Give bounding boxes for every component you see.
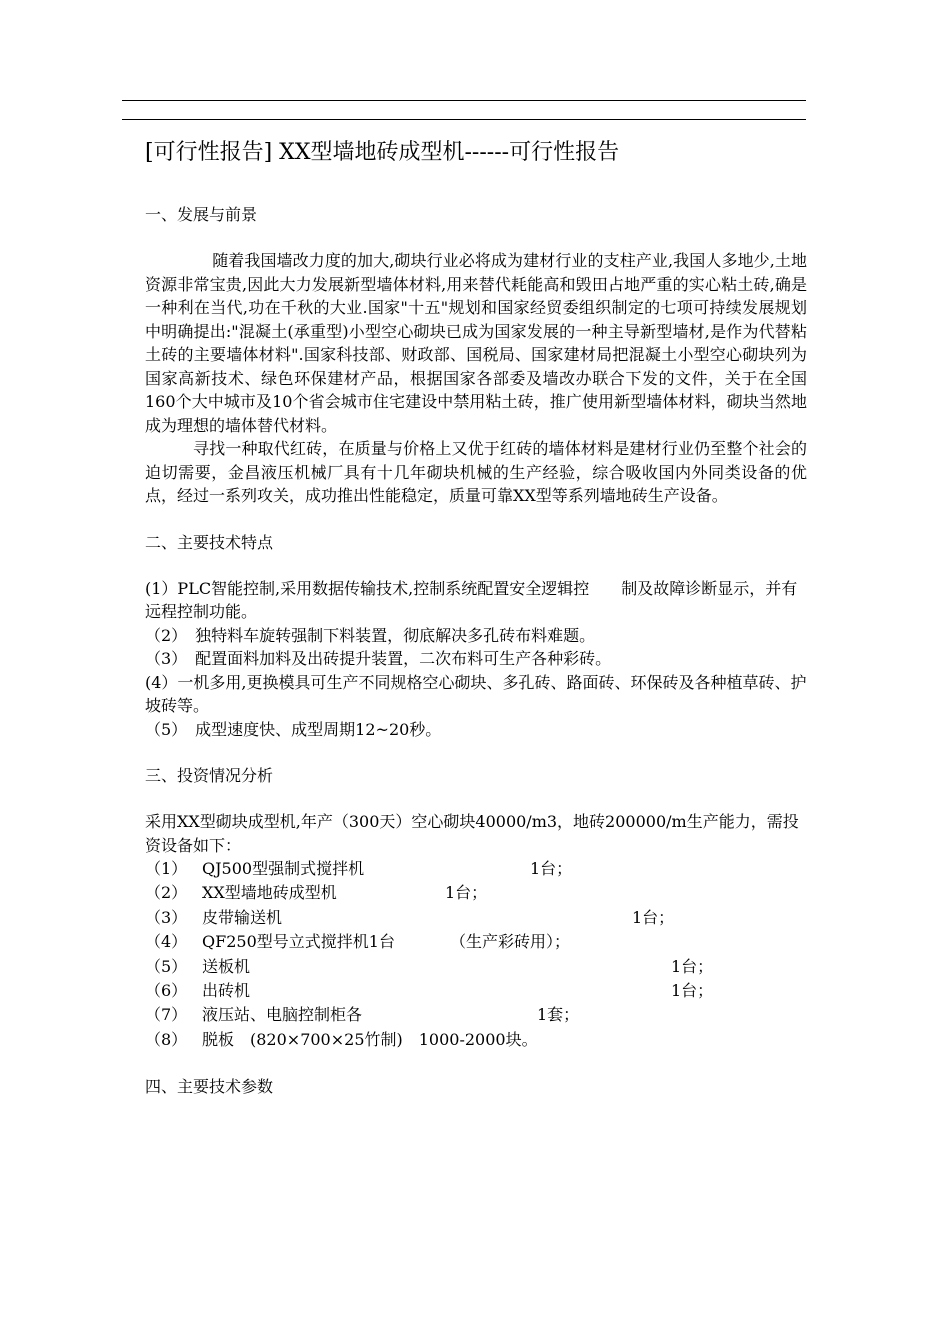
equipment-row: [145, 955, 807, 979]
equipment-name: QF250型号立式搅拌机1台: [202, 932, 395, 952]
equipment-quantity: 1台；: [671, 956, 714, 976]
section-heading-development: 一、发展与前景: [145, 205, 258, 224]
equipment-name: 液压站、电脑控制柜各: [202, 1005, 363, 1025]
feature-list: [145, 577, 807, 742]
equipment-number: （5）: [145, 956, 188, 976]
section-heading-investment: 三、投资情况分析: [145, 766, 274, 785]
list-item: (1）PLC智能控制,采用数据传输技术,控制系统配置安全逻辑控 制及故障诊断显示，并有远程控制功能。: [145, 578, 798, 621]
equipment-row: [145, 979, 807, 1003]
equipment-name: QJ500型强制式搅拌机: [202, 859, 365, 878]
equipment-number: （1）: [145, 859, 188, 878]
paragraph: 寻找一种取代红砖，在质量与价格上又优于红砖的墙体材料是建材行业仍至整个社会的迫切需要，金昌液压机械厂具有十几年砌块机械的生产经验，综合吸收国内外同类设备的优点，经过一系列攻关，成功推出性能稳定，质量可靠XX型等系列墙地砖生产设备。: [145, 439, 807, 505]
investment-intro: 采用XX型砌块成型机,年产（300天）空心砌块40000/m3，地砖200000/m生产能力，需投资设备如下：: [145, 812, 799, 855]
equipment-name: 出砖机: [202, 980, 251, 1000]
equipment-row: [145, 881, 807, 905]
equipment-row: [145, 1003, 807, 1027]
equipment-name: XX型墙地砖成型机: [202, 883, 337, 903]
section-heading-parameters: 四、主要技术参数: [145, 1077, 274, 1097]
header-rule-top: [122, 100, 806, 101]
equipment-number: （3）: [145, 907, 188, 927]
equipment-name: 皮带输送机: [202, 907, 283, 927]
equipment-row: [145, 857, 807, 881]
equipment-quantity: 1台；: [530, 859, 573, 878]
equipment-number: （6）: [145, 980, 188, 1000]
paragraph: 随着我国墙改力度的加大,砌块行业必将成为建材行业的支柱产业,我国人多地少,土地资源非常宝贵,因此大力发展新型墙体材料,用来替代耗能高和毁田占地严重的实心粘土砖,确是一种利在当代,功在千秋的大业.国家"十五"规划和国家经贸委组织制定的七项可持续发展规划中明确提出:"混凝土(承重型)小型空心砌块已成为国家发展的一种主导新型墙材,是作为代替粘土砖的主要墙体材料".国家科技部、财政部、国税局、国家建材局把混凝土小型空心砌块列为国家高新技术、绿色环保建材产品，根据国家各部委及墙改办联合下发的文件，关于在全国160个大中城市及10个省会城市住宅建设中禁用粘土砖，推广使用新型墙体材料，砌块当然地成为理想的墙体替代材料。: [145, 251, 807, 435]
header-rule-bottom: [122, 119, 806, 120]
list-item: （5） 成型速度快、成型周期12~20秒。: [145, 719, 442, 739]
equipment-number: （7）: [145, 1005, 188, 1025]
equipment-name: 脱板 (820×700×25竹制) 1000-2000块。: [202, 1029, 538, 1049]
equipment-quantity: 1台；: [632, 907, 675, 927]
equipment-number: （2）: [145, 883, 188, 903]
equipment-quantity: 1套；: [537, 1005, 580, 1025]
section-body-development: [145, 249, 807, 508]
document-body: [145, 137, 807, 1121]
equipment-row: [145, 930, 807, 954]
equipment-number: （4）: [145, 932, 188, 952]
equipment-row: [145, 906, 807, 930]
equipment-name: 送板机: [202, 956, 251, 976]
document-title: [可行性报告] XX型墙地砖成型机------可行性报告: [145, 140, 620, 165]
section-heading-features: 二、主要技术特点: [145, 532, 274, 552]
list-item: (4）一机多用,更换模具可生产不同规格空心砌块、多孔砖、路面砖、环保砖及各种植草砖、护坡砖等。: [145, 672, 807, 715]
equipment-row: [145, 1028, 807, 1052]
list-item: （2） 独特料车旋转强制下料装置，彻底解决多孔砖布料难题。: [145, 625, 596, 645]
equipment-quantity: 1台；: [445, 883, 488, 903]
list-item: （3） 配置面料加料及出砖提升装置，二次布料可生产各种彩砖。: [145, 649, 612, 668]
equipment-number: （8）: [145, 1029, 188, 1049]
equipment-quantity: 1台；: [671, 980, 714, 1000]
equipment-list: [145, 857, 807, 1052]
equipment-quantity: （生产彩砖用）；: [450, 932, 571, 952]
